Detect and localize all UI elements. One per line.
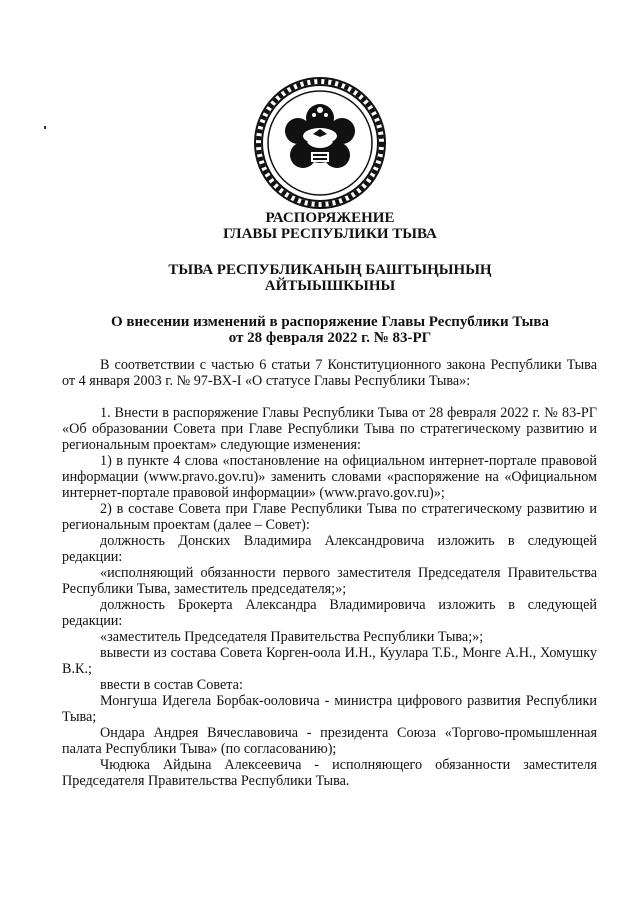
subject-line-2: от 28 февраля 2022 г. № 83-РГ xyxy=(228,330,432,346)
title-line-1: РАСПОРЯЖЕНИЕ xyxy=(265,210,395,226)
paragraph-item-1-1: 1) в пункте 4 слова «постановление на официальном интернет-портале правовой информации (www.pravo.gov.ru)» заменить словами «распоряжение на «Официальном интернет-портале правовой информации» (www.pravo.gov.ru)»; xyxy=(62,453,597,501)
tuva-emblem-icon xyxy=(253,76,387,210)
paragraph-mongush: Монгуша Идегела Борбак-ооловича - министра цифрового развития Республики Тыва; xyxy=(62,693,597,725)
document-subject xyxy=(60,314,600,346)
document-title-tuvan xyxy=(60,262,600,294)
paragraph-remove: вывести из состава Совета Корген-оола И.Н., Куулара Т.Б., Монге А.Н., Хомушку В.К.; xyxy=(62,645,597,677)
emblem-container xyxy=(0,76,640,210)
paragraph-brokert-new: «заместитель Председателя Правительства Республики Тыва;»; xyxy=(100,629,484,645)
document-title xyxy=(60,210,600,242)
paragraph-donskikh-new: «исполняющий обязанности первого заместителя Председателя Правительства Республики Тыва, заместитель председателя;»; xyxy=(62,565,597,597)
paragraph-item-1: 1. Внести в распоряжение Главы Республики Тыва от 28 февраля 2022 г. № 83-РГ «Об образовании Совета при Главе Республики Тыва по стратегическому развитию и региональным проектам» следующие изменения: xyxy=(62,405,597,453)
tuvan-title-line-2: АЙТЫЫШКЫНЫ xyxy=(264,278,396,294)
paragraph-donskikh: должность Донских Владимира Александровича изложить в следующей редакции: xyxy=(62,533,597,565)
tuvan-title-line-1: ТЫВА РЕСПУБЛИКАНЫҢ БАШТЫҢЫНЫҢ xyxy=(168,262,492,278)
paragraph-ondar: Ондара Андрея Вячеславовича - президента Союза «Торгово-промышленная палата Республики Тыва» (по согласованию); xyxy=(62,725,597,757)
paragraph-preamble: В соответствии с частью 6 статьи 7 Конституционного закона Республики Тыва от 4 января 2003 г. № 97-ВХ-I «О статусе Главы Республики Тыва»: xyxy=(62,357,597,389)
paragraph-add: ввести в состав Совета: xyxy=(100,677,243,693)
paragraph-chudyuk: Чюдюка Айдына Алексеевича - исполняющего обязанности заместителя Председателя Правительства Республики Тыва. xyxy=(62,757,597,789)
subject-line-1: О внесении изменений в распоряжение Главы Республики Тыва xyxy=(111,314,549,330)
title-line-2: ГЛАВЫ РЕСПУБЛИКИ ТЫВА xyxy=(223,226,437,242)
paragraph-brokert: должность Брокерта Александра Владимировича изложить в следующей редакции: xyxy=(62,597,597,629)
paragraph-item-1-2: 2) в составе Совета при Главе Республики Тыва по стратегическому развитию и региональным проектам (далее – Совет): xyxy=(62,501,597,533)
document-body xyxy=(62,357,597,789)
